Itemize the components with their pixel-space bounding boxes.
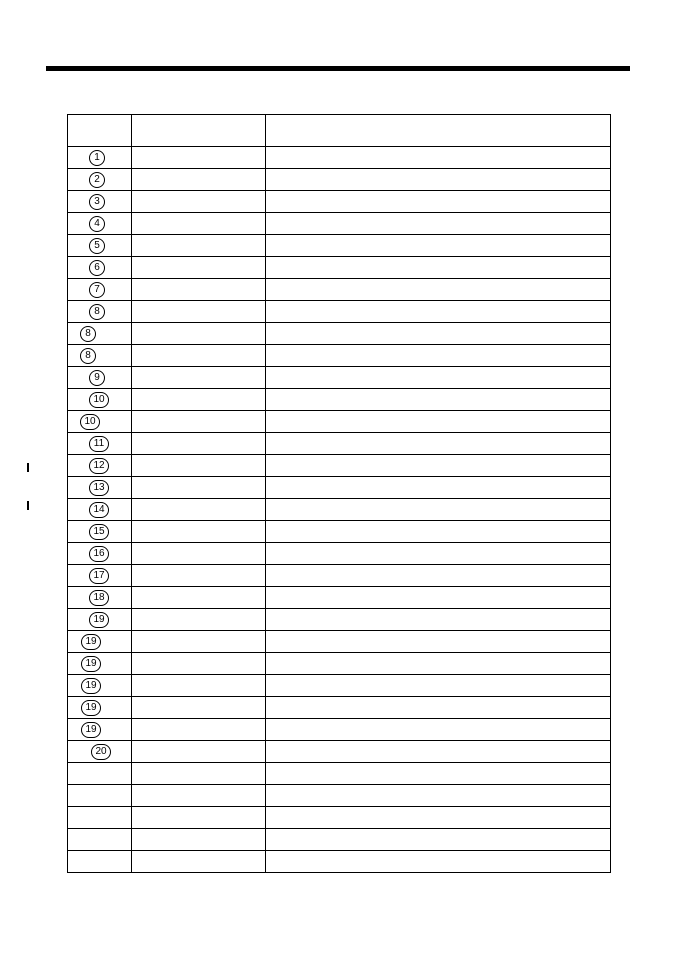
table-row: [68, 763, 611, 785]
description-cell: [266, 301, 611, 323]
name-cell: [132, 851, 266, 873]
description-cell: [266, 257, 611, 279]
number-cell: [68, 543, 132, 565]
description-cell: [266, 565, 611, 587]
table-row: [68, 235, 611, 257]
table-row: [68, 653, 611, 675]
circled-number: 10: [80, 414, 100, 430]
table-row: [68, 345, 611, 367]
circled-number: 19: [81, 722, 101, 738]
table-row: [68, 565, 611, 587]
name-cell: [132, 653, 266, 675]
name-cell: [132, 763, 266, 785]
table-row: [68, 543, 611, 565]
circled-number: 15: [89, 524, 109, 540]
number-cell: [68, 697, 132, 719]
description-cell: [266, 741, 611, 763]
table-row: [68, 477, 611, 499]
margin-mark: [27, 463, 29, 472]
circled-number: 17: [89, 568, 109, 584]
table-row: [68, 191, 611, 213]
name-cell: [132, 807, 266, 829]
name-cell: [132, 609, 266, 631]
name-cell: [132, 301, 266, 323]
name-cell: [132, 455, 266, 477]
table-row: [68, 785, 611, 807]
table-row: [68, 697, 611, 719]
circled-number: 19: [89, 612, 109, 628]
number-cell: [68, 301, 132, 323]
number-cell: [68, 719, 132, 741]
table-row: [68, 829, 611, 851]
description-cell: [266, 389, 611, 411]
name-cell: [132, 345, 266, 367]
number-cell: [68, 433, 132, 455]
table-row: [68, 851, 611, 873]
description-cell: [266, 543, 611, 565]
name-cell: [132, 829, 266, 851]
circled-number: 5: [89, 238, 105, 254]
table-body: [68, 147, 611, 873]
name-cell: [132, 675, 266, 697]
circled-number: 20: [91, 744, 111, 760]
description-cell: [266, 719, 611, 741]
description-cell: [266, 499, 611, 521]
table-row: [68, 499, 611, 521]
table-row: [68, 169, 611, 191]
number-cell: [68, 389, 132, 411]
number-cell: [68, 367, 132, 389]
circled-number: 13: [89, 480, 109, 496]
table-row: [68, 279, 611, 301]
number-cell: [68, 499, 132, 521]
table-row: [68, 741, 611, 763]
description-cell: [266, 807, 611, 829]
number-cell: [68, 807, 132, 829]
description-cell: [266, 675, 611, 697]
circled-number: 9: [89, 370, 105, 386]
table-row: [68, 411, 611, 433]
number-cell: [68, 477, 132, 499]
description-cell: [266, 147, 611, 169]
header-cell-description: [266, 115, 611, 147]
number-cell: [68, 609, 132, 631]
number-cell: [68, 675, 132, 697]
margin-mark: [27, 501, 29, 510]
table-row: [68, 213, 611, 235]
table-row: [68, 367, 611, 389]
circled-number: 8: [80, 348, 96, 364]
header-cell-name: [132, 115, 266, 147]
circled-number: 8: [80, 326, 96, 342]
number-cell: [68, 829, 132, 851]
table-row: [68, 675, 611, 697]
number-cell: [68, 565, 132, 587]
name-cell: [132, 521, 266, 543]
number-cell: [68, 235, 132, 257]
description-cell: [266, 829, 611, 851]
circled-number: 18: [89, 590, 109, 606]
circled-number: 10: [89, 392, 109, 408]
table-header-row: [68, 115, 611, 147]
circled-number: 7: [89, 282, 105, 298]
description-cell: [266, 851, 611, 873]
table-row: [68, 389, 611, 411]
table-row: [68, 433, 611, 455]
name-cell: [132, 235, 266, 257]
description-cell: [266, 323, 611, 345]
description-cell: [266, 367, 611, 389]
header-cell-number: [68, 115, 132, 147]
name-cell: [132, 697, 266, 719]
table-row: [68, 521, 611, 543]
description-cell: [266, 587, 611, 609]
circled-number: 16: [89, 546, 109, 562]
table-row: [68, 609, 611, 631]
name-cell: [132, 543, 266, 565]
top-rule: [46, 66, 630, 71]
name-cell: [132, 477, 266, 499]
circled-number: 19: [81, 634, 101, 650]
circled-number: 19: [81, 656, 101, 672]
description-cell: [266, 521, 611, 543]
name-cell: [132, 719, 266, 741]
circled-number: 1: [89, 150, 105, 166]
name-cell: [132, 213, 266, 235]
name-cell: [132, 499, 266, 521]
name-cell: [132, 741, 266, 763]
name-cell: [132, 433, 266, 455]
description-cell: [266, 609, 611, 631]
number-cell: [68, 851, 132, 873]
number-cell: [68, 279, 132, 301]
description-cell: [266, 191, 611, 213]
table-row: [68, 631, 611, 653]
name-cell: [132, 785, 266, 807]
table-row: [68, 719, 611, 741]
description-cell: [266, 411, 611, 433]
number-cell: [68, 169, 132, 191]
description-cell: [266, 345, 611, 367]
name-cell: [132, 169, 266, 191]
circled-number: 11: [89, 436, 109, 452]
description-cell: [266, 235, 611, 257]
circled-number: 2: [89, 172, 105, 188]
table-row: [68, 301, 611, 323]
name-cell: [132, 631, 266, 653]
description-cell: [266, 697, 611, 719]
number-cell: [68, 411, 132, 433]
number-cell: [68, 191, 132, 213]
name-cell: [132, 389, 266, 411]
number-cell: [68, 763, 132, 785]
circled-number: 19: [81, 700, 101, 716]
circled-number: 3: [89, 194, 105, 210]
description-cell: [266, 169, 611, 191]
table-row: [68, 323, 611, 345]
name-cell: [132, 191, 266, 213]
name-cell: [132, 587, 266, 609]
number-cell: [68, 521, 132, 543]
circled-number: 6: [89, 260, 105, 276]
description-cell: [266, 455, 611, 477]
number-cell: [68, 653, 132, 675]
name-cell: [132, 257, 266, 279]
number-cell: [68, 147, 132, 169]
number-cell: [68, 631, 132, 653]
description-cell: [266, 763, 611, 785]
number-cell: [68, 213, 132, 235]
circled-number: 8: [89, 304, 105, 320]
table-row: [68, 257, 611, 279]
table-row: [68, 807, 611, 829]
name-cell: [132, 411, 266, 433]
description-cell: [266, 477, 611, 499]
number-cell: [68, 323, 132, 345]
circled-number: 19: [81, 678, 101, 694]
number-cell: [68, 741, 132, 763]
name-cell: [132, 367, 266, 389]
name-cell: [132, 565, 266, 587]
name-cell: [132, 147, 266, 169]
table-row: [68, 455, 611, 477]
number-cell: [68, 257, 132, 279]
table-row: [68, 147, 611, 169]
number-cell: [68, 785, 132, 807]
description-cell: [266, 433, 611, 455]
number-cell: [68, 345, 132, 367]
description-cell: [266, 785, 611, 807]
description-cell: [266, 279, 611, 301]
number-cell: [68, 587, 132, 609]
circled-number: 4: [89, 216, 105, 232]
number-cell: [68, 455, 132, 477]
name-cell: [132, 279, 266, 301]
circled-number: 14: [89, 502, 109, 518]
description-cell: [266, 653, 611, 675]
circled-number: 12: [89, 458, 109, 474]
index-table: [67, 114, 611, 873]
description-cell: [266, 631, 611, 653]
table-row: [68, 587, 611, 609]
name-cell: [132, 323, 266, 345]
description-cell: [266, 213, 611, 235]
